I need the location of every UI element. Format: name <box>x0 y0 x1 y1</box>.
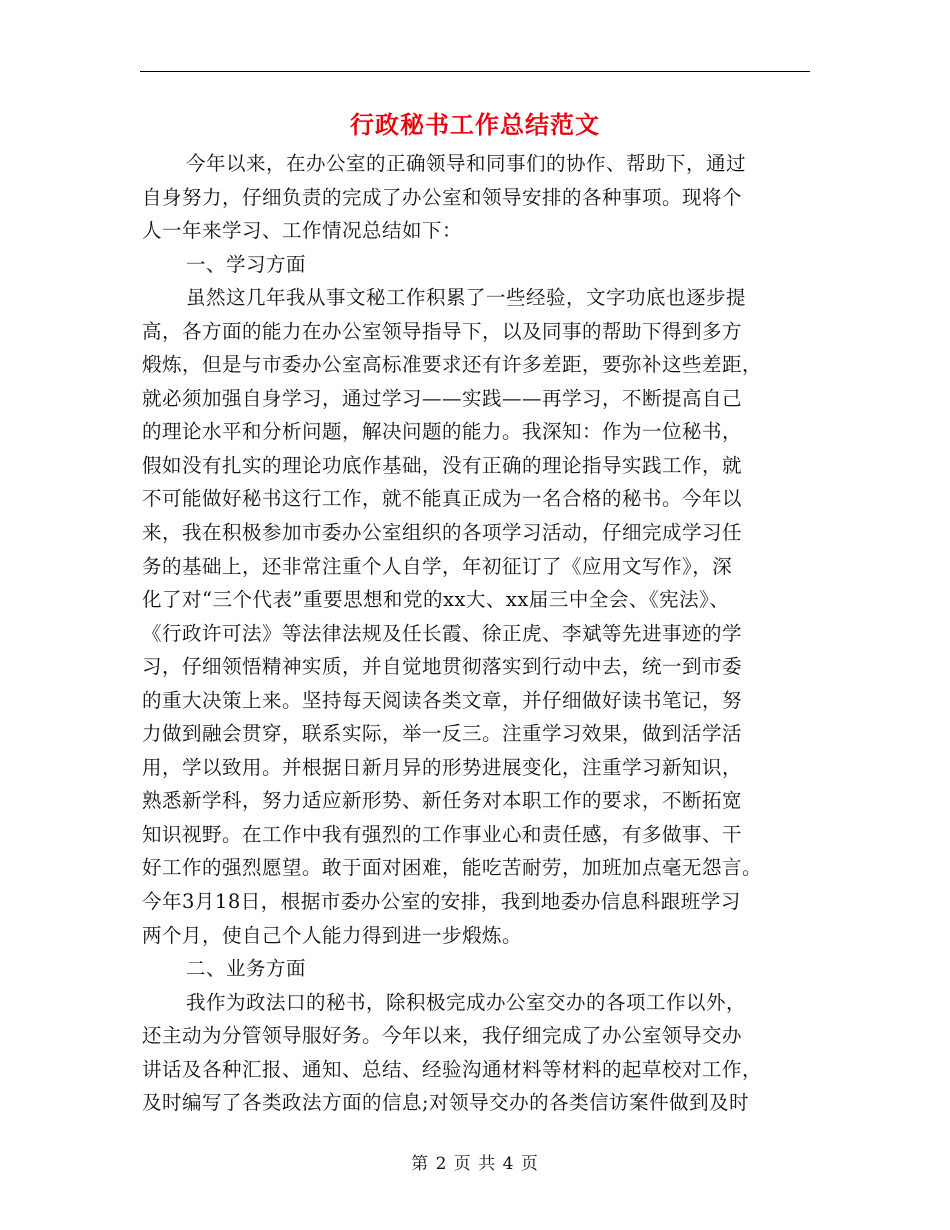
paragraph-line: 及时编写了各类政法方面的信息;对领导交办的各类信访案件做到及时 <box>142 1091 750 1115</box>
header-rule <box>140 71 810 72</box>
paragraph-first-line: 我作为政法口的秘书，除积极完成办公室交办的各项工作以外， <box>186 990 747 1014</box>
document-body <box>142 147 822 1120</box>
paragraph-line: 务的基础上，还非常注重个人自学，年初征订了《应用文写作》，深 <box>142 554 733 578</box>
paragraph-line: 今年3月18日，根据市委办公室的安排，我到地委办信息科跟班学习 <box>142 890 741 914</box>
paragraph-line: 的理论水平和分析问题，解决问题的能力。我深知：作为一位秘书， <box>142 420 743 444</box>
paragraph-line: 不可能做好秘书这行工作，就不能真正成为一名合格的秘书。今年以 <box>142 487 743 511</box>
paragraph-line: 力做到融会贯穿，联系实际，举一反三。注重学习效果，做到活学活 <box>142 722 743 746</box>
paragraph-line: 来，我在积极参加市委办公室组织的各项学习活动，仔细完成学习任 <box>142 521 743 545</box>
paragraph-line: 假如没有扎实的理论功底作基础，没有正确的理论指导实践工作，就 <box>142 453 743 477</box>
paragraph-line: 化了对“三个代表”重要思想和党的xx大、xx届三中全会、《宪法》、 <box>142 588 730 612</box>
paragraph-first-line: 今年以来，在办公室的正确领导和同事们的协作、帮助下，通过 <box>186 152 747 175</box>
paragraph-line: 用，学以致用。并根据日新月异的形势进展变化，注重学习新知识， <box>142 755 743 779</box>
paragraph-first-line: 虽然这几年我从事文秘工作积累了一些经验，文字功底也逐步提 <box>186 286 747 310</box>
paragraph-line: 人一年来学习、工作情况总结如下： <box>142 219 463 243</box>
paragraph-line: 的重大决策上来。坚持每天阅读各类文章，并仔细做好读书笔记，努 <box>142 688 743 712</box>
paragraph-line: 讲话及各种汇报、通知、总结、经验沟通材料等材料的起草校对工作， <box>142 1057 763 1081</box>
paragraph-line: 就必须加强自身学习，通过学习——实践——再学习，不断提高自己 <box>142 386 743 410</box>
paragraph-first-line: 一、学习方面 <box>186 252 307 276</box>
paragraph-line: 《行政许可法》等法律法规及任长霞、徐正虎、李斌等先进事迹的学 <box>142 621 743 645</box>
paragraph-line: 习，仔细领悟精神实质，并自觉地贯彻落实到行动中去，统一到市委 <box>142 655 743 679</box>
paragraph-line: 还主动为分管领导服好务。今年以来，我仔细完成了办公室领导交办 <box>142 1024 743 1048</box>
paragraph-first-line: 二、业务方面 <box>186 957 307 981</box>
paragraph-line: 知识视野。在工作中我有强烈的工作事业心和责任感，有多做事、干 <box>142 822 743 846</box>
paragraph-line: 煅炼，但是与市委办公室高标准要求还有许多差距，要弥补这些差距， <box>142 353 763 377</box>
document-title: 行政秘书工作总结范文 <box>350 110 600 139</box>
paragraph-line: 自身努力，仔细负责的完成了办公室和领导安排的各种事项。现将个 <box>142 185 743 209</box>
paragraph-line: 好工作的强烈愿望。敢于面对困难，能吃苦耐劳，加班加点毫无怨言。 <box>142 856 763 880</box>
paragraph-line: 两个月，使自己个人能力得到进一步煅炼。 <box>142 923 523 947</box>
page-number-footer: 第 2 页 共 4 页 <box>411 1154 539 1174</box>
paragraph-line: 高，各方面的能力在办公室领导指导下，以及同事的帮助下得到多方 <box>142 319 743 343</box>
paragraph-line: 熟悉新学科，努力适应新形势、新任务对本职工作的要求，不断拓宽 <box>142 789 743 813</box>
